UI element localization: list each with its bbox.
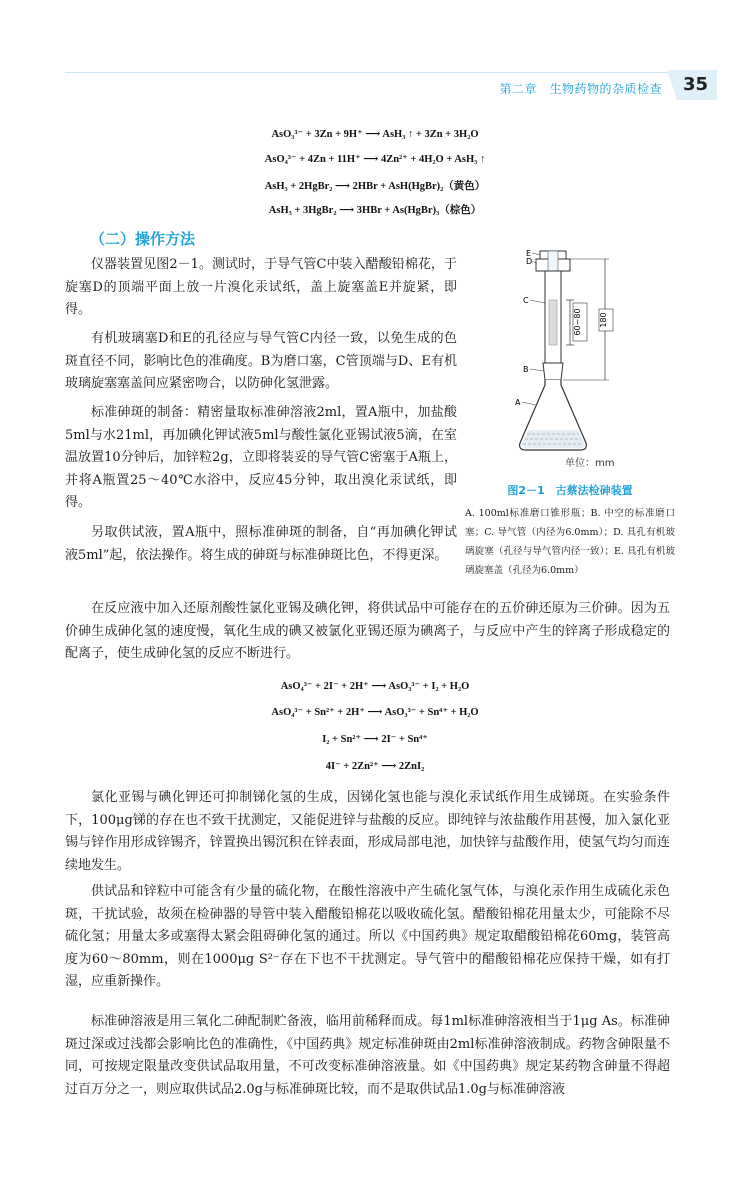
arsenic-apparatus-diagram <box>500 245 650 470</box>
figure-caption: 图2－1 古蔡法检砷装置 <box>507 484 633 497</box>
figure-unit: 单位：mm <box>565 458 615 469</box>
figure-legend: A. 100ml标准磨口锥形瓶；B. 中空的标准磨口塞；C. 导气管（内径为6.0mm）；D. 具孔有机玻璃旋塞（孔径与导气管内径一致）；E. 具孔有机玻璃旋塞盖（孔径为6.0mm） <box>465 508 675 576</box>
label-A: A <box>515 398 521 407</box>
paragraph: 另取供试液，置A瓶中，照标准砷斑的制备，自“再加碘化钾试液5ml”起，依法操作。将生成的砷斑与标准砷斑比色，不得更深。 <box>65 525 457 563</box>
paragraph: 标准砷斑的制备：精密量取标准砷溶液2ml，置A瓶中，加盐酸5ml与水21ml，再加碘化钾试液5ml与酸性氯化亚锡试液5滴，在室温放置10分钟后，加锌粒2g，立即将装妥的导气管C密塞于A瓶上，并将A瓶置25～40℃水浴中，反应45分钟，取出溴化汞试纸，即得。 <box>65 405 457 510</box>
section-title: （二）操作方法 <box>90 230 196 248</box>
equation: AsO₃³⁻ + 3Zn + 9H⁺ ⟶ AsH₃ ↑ + 3Zn + 3H₂O <box>271 129 479 140</box>
running-head: 第二章 生物药物的杂质检查 <box>499 82 662 96</box>
equation: AsO₄³⁻ + 4Zn + 11H⁺ ⟶ 4Zn²⁺ + 4H₂O + AsH₃ ↑ <box>264 154 486 165</box>
label-E: E <box>526 249 532 258</box>
equation: I₂ + Sn²⁺ ⟶ 2I⁻ + Sn⁴⁺ <box>322 734 428 745</box>
paragraph: 仪器装置见图2－1。测试时，于导气管C中装入醋酸铅棉花，于旋塞D的顶端平面上放一片溴化汞试纸，盖上旋塞盖E并旋紧，即得。 <box>65 257 457 317</box>
paragraph: 氯化亚锡与碘化钾还可抑制锑化氢的生成，因锑化氢也能与溴化汞试纸作用生成锑斑。在实验条件下，100μg锑的存在也不致干扰测定，又能促进锌与盐酸的反应。即纯锌与浓盐酸作用甚慢，加入氯化亚锡与锌作用形成锌锡齐，锌置换出锡沉积在锌表面，形成局部电池，加快锌与盐酸作用，使氢气均匀而连续地发生。 <box>65 790 670 873</box>
equation: AsH₃ + 3HgBr₂ ⟶ 3HBr + As(HgBr)₃（棕色） <box>268 205 482 216</box>
paragraph: 有机玻璃塞D和E的孔径应与导气管C内径一致，以免生成的色斑直径不同，影响比色的准确度。B为磨口塞，C管顶端与D、E有机玻璃旋塞塞盖间应紧密吻合，以防砷化氢泄露。 <box>65 331 457 391</box>
paragraph: 在反应液中加入还原剂酸性氯化亚锡及碘化钾，将供试品中可能存在的五价砷还原为三价砷。因为五价砷生成砷化氢的速度慢，氧化生成的碘又被氯化亚锡还原为碘离子，与反应中产生的锌离子形成稳定的配离子，使生成砷化氢的反应不断进行。 <box>65 601 670 661</box>
paragraph: 标准砷溶液是用三氧化二砷配制贮备液，临用前稀释而成。每1ml标准砷溶液相当于1μg As。标准砷斑过深或过浅都会影响比色的准确性，《中国药典》规定标准砷斑由2ml标准砷溶液制成。药物含砷限量不同，可按规定限量改变供试品取用量，不可改变标准砷溶液量。如《中国药典》规定某药物含砷量不得超过百万分之一，则应取供试品2.0g与标准砷斑比较，而不是取供试品1.0g与标准砷溶液 <box>65 1014 670 1097</box>
equation: AsH₃ + 2HgBr₂ ⟶ 2HBr + AsH(HgBr)₂（黄色） <box>264 181 486 192</box>
paragraph: 供试品和锌粒中可能含有少量的硫化物，在酸性溶液中产生硫化氢气体，与溴化汞作用生成硫化汞色斑，干扰试验，故须在检砷器的导管中装入醋酸铅棉花以吸收硫化氢。醋酸铅棉花用量太少，可能除不尽硫化氢；用量太多或塞得太紧会阻碍砷化氢的通过。所以《中国药典》规定取醋酸铅棉花60mg，装管高度为60～80mm，则在1000μg S²⁻存在下也不干扰测定。导气管中的醋酸铅棉花应保持干燥，如有打湿，应重新操作。 <box>65 884 670 989</box>
page-number: 35 <box>683 74 709 95</box>
dimension-label-60-80: 60~80 <box>573 308 582 336</box>
dimension-label-180: 180 <box>599 312 608 328</box>
label-D: D <box>526 257 533 266</box>
equation: AsO₄³⁻ + Sn²⁺ + 2H⁺ ⟶ AsO₃³⁻ + Sn⁴⁺ + H₂O <box>271 707 479 718</box>
equation: 4I⁻ + 2Zn²⁺ ⟶ 2ZnI₂ <box>325 761 425 772</box>
equation: AsO₄³⁻ + 2I⁻ + 2H⁺ ⟶ AsO₃³⁻ + I₂ + H₂O <box>280 681 470 692</box>
label-C: C <box>523 296 529 305</box>
header-rule <box>65 72 670 73</box>
label-B: B <box>523 365 529 374</box>
